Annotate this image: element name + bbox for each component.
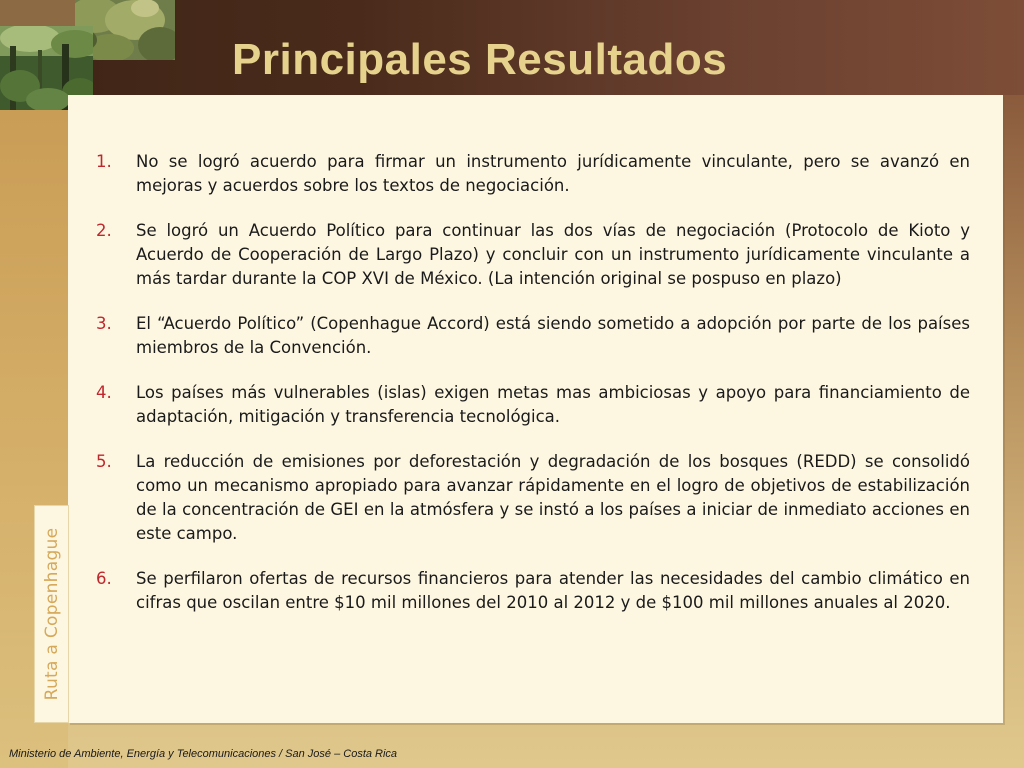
- item-text: No se logró acuerdo para firmar un instrumento jurídicamente vinculante, pero se avanzó en mejoras y acuerdos sobre los textos de negociación.: [136, 152, 970, 195]
- side-label: Ruta a Copenhague: [42, 527, 62, 701]
- item-number: 1.: [96, 152, 112, 171]
- item-text: El “Acuerdo Político” (Copenhague Accord) está siendo sometido a adopción por parte de los países miembros de la Convención.: [136, 314, 970, 357]
- item-number: 6.: [96, 569, 112, 588]
- item-number: 4.: [96, 383, 112, 402]
- list-item: [96, 450, 970, 546]
- header-photo-strip: [0, 0, 75, 26]
- item-text: Los países más vulnerables (islas) exigen metas mas ambiciosas y apoyo para financiamiento de adaptación, mitigación y transferencia tecnológica.: [136, 383, 970, 426]
- item-text: La reducción de emisiones por deforestación y degradación de los bosques (REDD) se consolidó como un mecanismo apropiado para avanzar rápidamente en el logro de objetivos de estabilización de la concentración de GEI en la atmósfera y se instó a los países a iniciar de inmediato acciones en este campo.: [136, 452, 970, 543]
- results-list: [96, 150, 970, 636]
- item-number: 5.: [96, 452, 112, 471]
- item-number: 3.: [96, 314, 112, 333]
- slide-title: Principales Resultados: [232, 35, 728, 84]
- list-item: [96, 381, 970, 429]
- list-item: [96, 312, 970, 360]
- item-text: Se logró un Acuerdo Político para continuar las dos vías de negociación (Protocolo de Kioto y Acuerdo de Cooperación de Largo Plazo) y concluir con un instrumento jurídicamente vinculante a más tardar durante la COP XVI de México. (La intención original se pospuso en plazo): [136, 221, 970, 288]
- list-item: [96, 150, 970, 198]
- item-number: 2.: [96, 221, 112, 240]
- footer: Ministerio de Ambiente, Energía y Telecomunicaciones / San José – Costa Rica: [9, 748, 398, 760]
- list-item: [96, 219, 970, 291]
- item-text: Se perfilaron ofertas de recursos financieros para atender las necesidades del cambio climático en cifras que oscilan entre $10 mil millones del 2010 al 2012 y de $100 mil millones anuales al 2020.: [136, 569, 970, 612]
- list-item: [96, 567, 970, 615]
